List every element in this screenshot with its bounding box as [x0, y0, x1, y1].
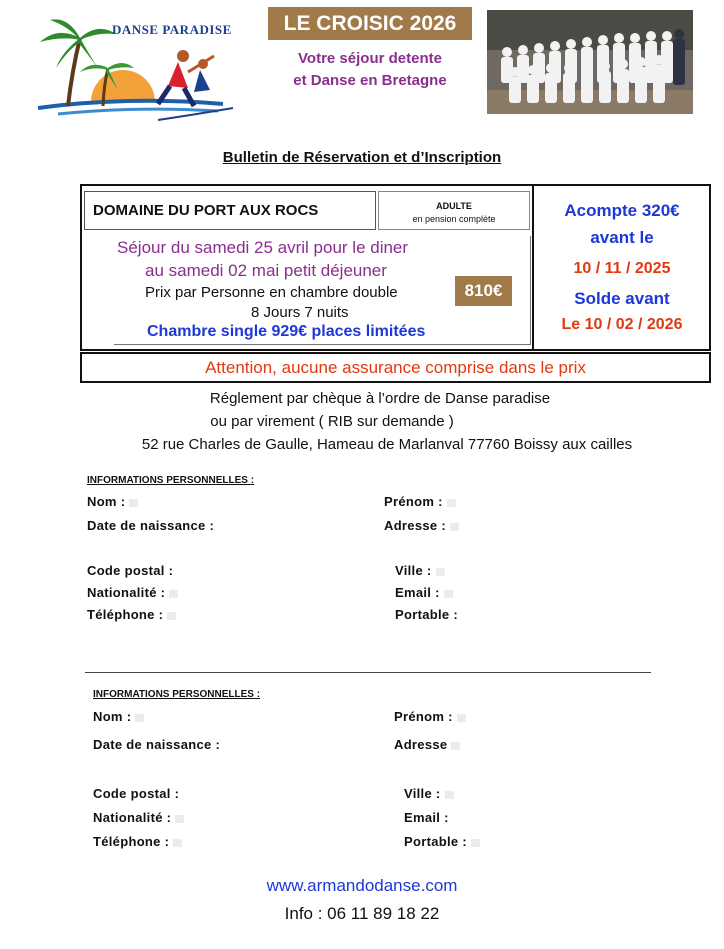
form1-prenom-label: Prénom : [384, 494, 443, 509]
form2-email-field[interactable] [404, 810, 449, 825]
form1-email-label: Email : [395, 585, 440, 600]
payment-line-2: ou par virement ( RIB sur demande ) [210, 413, 454, 430]
form1-prenom-field[interactable] [384, 494, 456, 509]
form2-telephone-field[interactable] [93, 834, 182, 849]
stay-line-2: au samedi 02 mai petit déjeuner [145, 261, 387, 280]
deposit-before: avant le [590, 228, 654, 247]
event-title: LE CROISIC 2026 [268, 7, 472, 40]
form2-nationalite-label: Nationalité : [93, 810, 172, 825]
form2-email-label: Email : [404, 810, 449, 825]
form1-code-postal-label: Code postal : [87, 563, 174, 578]
form1-ville-label: Ville : [395, 563, 432, 578]
form2-portable-label: Portable : [404, 834, 467, 849]
balance-date: Le 10 / 02 / 2026 [561, 316, 683, 333]
form1-nom-field[interactable] [87, 494, 138, 509]
form2-prenom-field[interactable] [394, 709, 466, 724]
stay-line-1: Séjour du samedi 25 avril pour le diner [117, 238, 409, 257]
form1-nom-label: Nom : [87, 494, 126, 509]
form2-heading: INFORMATIONS PERSONNELLES : [93, 689, 261, 700]
logo-text: DANSE PARADISE [112, 22, 232, 37]
subtitle [268, 48, 472, 92]
website-link[interactable]: www.armandodanse.com [266, 876, 458, 895]
form2-nom-label: Nom : [93, 709, 132, 724]
form2-code-postal-field[interactable] [93, 786, 179, 801]
deposit-date: 10 / 11 / 2025 [573, 260, 671, 277]
subtitle-line-1: Votre séjour detente [298, 50, 442, 67]
venue-name: DOMAINE DU PORT AUX ROCS [84, 191, 376, 230]
form2-naissance-field[interactable] [93, 737, 220, 752]
form2-telephone-label: Téléphone : [93, 834, 170, 849]
form1-adresse-field[interactable] [384, 518, 459, 533]
form1-portable-field[interactable] [395, 607, 458, 622]
form1-naissance-field[interactable] [87, 518, 214, 533]
form1-email-field[interactable] [395, 585, 453, 600]
group-photo [487, 10, 693, 114]
form2-nom-field[interactable] [93, 709, 144, 724]
form1-heading: INFORMATIONS PERSONNELLES : [87, 475, 255, 486]
payment-line-1: Réglement par chèque à l’ordre de Danse paradise [209, 390, 551, 407]
price-label: Prix par Personne en chambre double [145, 284, 398, 301]
category-cell [378, 191, 530, 230]
document-title: Bulletin de Réservation et d’Inscription [222, 149, 502, 166]
form2-ville-label: Ville : [404, 786, 441, 801]
form2-prenom-label: Prénom : [394, 709, 453, 724]
price-badge: 810€ [455, 276, 512, 306]
deposit-amount: Acompte 320€ [564, 201, 680, 220]
form1-naissance-label: Date de naissance : [87, 518, 215, 533]
form2-adresse-label: Adresse [394, 737, 448, 752]
form1-nationalite-label: Nationalité : [87, 585, 166, 600]
form1-ville-field[interactable] [395, 563, 445, 578]
form1-portable-label: Portable : [395, 607, 458, 622]
contact-info: Info : 06 11 89 18 22 [284, 904, 440, 923]
form2-ville-field[interactable] [404, 786, 454, 801]
balance-label: Solde avant [574, 289, 670, 308]
form2-portable-field[interactable] [404, 834, 480, 849]
form2-code-postal-label: Code postal : [93, 786, 180, 801]
form2-nationalite-field[interactable] [93, 810, 184, 825]
insurance-warning: Attention, aucune assurance comprise dans le prix [80, 352, 711, 383]
payment-address: 52 rue Charles de Gaulle, Hameau de Marlanval 77760 Boissy aux cailles [141, 436, 633, 453]
subtitle-line-2: et Danse en Bretagne [293, 72, 447, 89]
form2-adresse-field[interactable] [394, 737, 460, 752]
form-separator [85, 672, 651, 673]
category-adult: ADULTE [436, 201, 472, 211]
column-divider [532, 186, 534, 350]
form1-nationalite-field[interactable] [87, 585, 178, 600]
form2-naissance-label: Date de naissance : [93, 737, 221, 752]
form1-adresse-label: Adresse : [384, 518, 446, 533]
form1-code-postal-field[interactable] [87, 563, 173, 578]
form1-telephone-field[interactable] [87, 607, 176, 622]
form1-telephone-label: Téléphone : [87, 607, 164, 622]
single-room-info: Chambre single 929€ places limitées [147, 323, 426, 340]
duration: 8 Jours 7 nuits [251, 304, 349, 321]
category-board: en pension complète [412, 214, 496, 224]
